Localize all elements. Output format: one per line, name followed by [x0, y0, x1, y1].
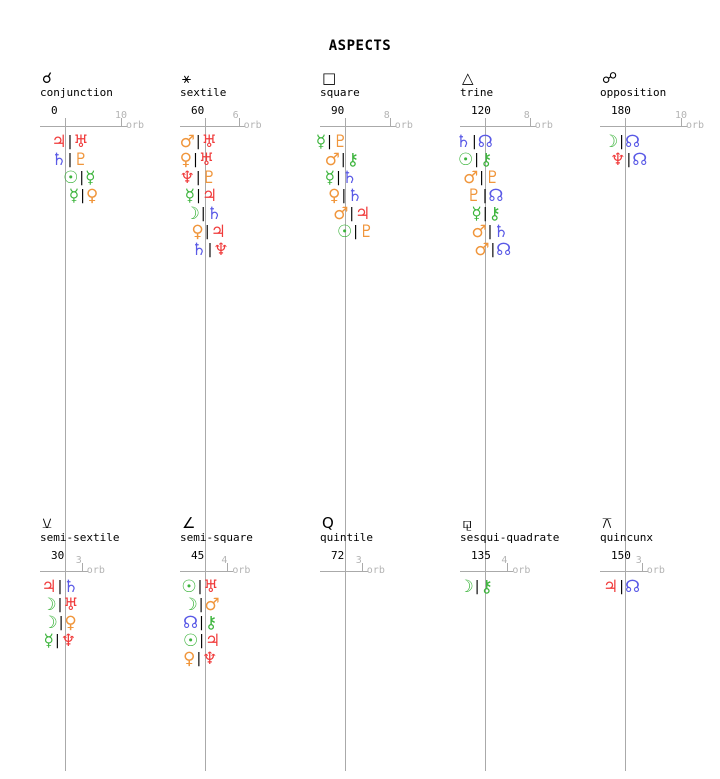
aspect-angle: 120	[471, 104, 491, 117]
orb-max-tick	[390, 118, 391, 126]
pair-separator: |	[619, 134, 624, 150]
pair-separator: |	[487, 224, 493, 240]
orb-max-value: 3	[635, 555, 642, 566]
jupiter-icon: ♃	[201, 186, 218, 206]
aspect-symbol-icon: ∠	[182, 514, 196, 532]
node-icon: ☊	[632, 150, 648, 170]
aspect-panel-trine	[455, 69, 590, 578]
pair-separator: |	[479, 170, 484, 186]
uranus-icon: ♅	[63, 595, 79, 615]
pluto-icon: ♇	[332, 132, 349, 152]
orb-max-tick	[507, 563, 508, 571]
sun-icon: ☉	[181, 577, 197, 597]
aspect-pair-saturn-neptune	[191, 240, 228, 260]
mercury-icon: ☿	[184, 186, 196, 206]
aspect-symbol-icon: ⚹	[182, 69, 192, 87]
orb-axis-horizontal	[460, 571, 513, 572]
orb-max-value: 3	[75, 555, 82, 566]
pluto-icon: ♇	[466, 186, 482, 206]
pair-separator: |	[54, 633, 60, 649]
orb-label: orb	[86, 565, 105, 576]
aspect-pair-sun-chiron	[458, 150, 492, 170]
chiron-icon: ⚷	[346, 150, 360, 170]
orb-label: orb	[394, 120, 413, 131]
aspect-name: opposition	[600, 86, 667, 99]
orb-max-tick	[362, 563, 363, 571]
aspect-symbol-icon: ⚼	[462, 514, 473, 532]
jupiter-icon: ♃	[355, 204, 371, 224]
aspect-angle: 90	[331, 104, 345, 117]
orb-label: orb	[232, 565, 251, 576]
mars-icon: ♂	[463, 168, 479, 188]
aspect-symbol-icon: □	[322, 69, 337, 87]
aspect-pair-mercury-pluto	[316, 132, 348, 152]
pair-separator: |	[482, 206, 488, 222]
aspect-panel-quincunx	[600, 515, 720, 779]
pair-separator: |	[195, 134, 201, 150]
aspect-pair-mars-node	[474, 240, 511, 260]
orb-max-value: 8	[523, 110, 530, 121]
venus-icon: ♀	[328, 186, 341, 206]
aspect-pair-venus-saturn	[328, 186, 362, 206]
aspect-name: square	[320, 86, 360, 99]
aspect-pair-moon-chiron	[459, 577, 493, 597]
node-icon: ☊	[624, 132, 641, 152]
node-icon: ☊	[624, 577, 641, 597]
mercury-icon: ☿	[85, 168, 96, 188]
pair-separator: |	[67, 134, 73, 150]
aspect-symbol-icon: ☌	[42, 69, 53, 87]
sun-icon: ☉	[337, 222, 353, 242]
orb-label: orb	[243, 120, 262, 131]
orb-axis-vertical	[345, 563, 346, 771]
aspect-angle: 72	[331, 549, 345, 562]
moon-icon: ☽	[182, 595, 198, 615]
pair-separator: |	[336, 170, 341, 186]
orb-max-value: 3	[355, 555, 362, 566]
pair-separator: |	[67, 152, 73, 168]
saturn-icon: ♄	[347, 186, 363, 206]
uranus-icon: ♅	[201, 132, 217, 152]
orb-axis-horizontal	[40, 571, 88, 572]
pair-separator: |	[619, 579, 624, 595]
pluto-icon: ♇	[484, 168, 501, 188]
moon-icon: ☽	[603, 132, 619, 152]
aspect-pair-sun-jupiter	[183, 631, 220, 651]
aspect-panel-sextile	[180, 70, 310, 578]
pair-separator: |	[482, 188, 488, 204]
pair-separator: |	[474, 152, 479, 168]
aspect-angle: 180	[611, 104, 631, 117]
aspect-pair-neptune-node	[610, 150, 647, 170]
aspect-pair-saturn-pluto	[51, 150, 88, 170]
saturn-icon: ♄	[63, 577, 79, 597]
node-icon: ☊	[488, 186, 504, 206]
mars-icon: ♂	[333, 204, 349, 224]
aspect-pair-moon-saturn	[185, 204, 222, 224]
orb-max-value: 8	[383, 110, 390, 121]
aspect-name: quincunx	[600, 531, 653, 544]
pair-separator: |	[474, 579, 480, 595]
orb-max-value: 10	[115, 110, 128, 121]
orb-axis-horizontal	[40, 126, 127, 127]
aspect-panel-semi-sextile	[40, 515, 170, 779]
aspect-panel-quintile	[320, 515, 450, 779]
pair-separator: |	[198, 597, 204, 613]
orb-axis-horizontal	[320, 571, 368, 572]
saturn-icon: ♄	[206, 204, 222, 224]
aspect-panel-sesqui-quadrate	[460, 515, 590, 779]
aspect-pair-mars-chiron	[325, 150, 359, 170]
aspect-panel-opposition	[600, 70, 720, 578]
venus-icon: ♀	[191, 222, 204, 242]
aspect-angle: 150	[611, 549, 631, 562]
orb-label: orb	[512, 565, 531, 576]
page-title: ASPECTS	[328, 38, 392, 54]
uranus-icon: ♅	[73, 132, 89, 152]
pair-separator: |	[199, 633, 204, 649]
orb-max-tick	[82, 563, 83, 571]
aspect-angle: 30	[51, 549, 65, 562]
chiron-icon: ⚷	[480, 577, 493, 597]
venus-icon: ♀	[85, 186, 99, 206]
chiron-icon: ⚷	[488, 204, 501, 224]
mercury-icon: ☿	[315, 132, 327, 152]
aspect-pair-moon-mars	[182, 595, 219, 615]
orb-axis-horizontal	[460, 126, 536, 127]
orb-max-tick	[530, 118, 531, 126]
aspect-pair-pluto-node	[466, 186, 503, 206]
node-icon: ☊	[496, 240, 512, 260]
orb-label: orb	[126, 120, 145, 131]
orb-axis-horizontal	[600, 571, 648, 572]
node-icon: ☊	[477, 132, 493, 152]
mars-icon: ♂	[474, 240, 490, 260]
saturn-icon: ♄	[51, 150, 67, 170]
aspect-pair-mercury-saturn	[325, 168, 357, 188]
pair-separator: |	[341, 188, 347, 204]
aspect-angle: 60	[191, 104, 205, 117]
pair-separator: |	[196, 651, 202, 667]
aspect-name: sextile	[180, 86, 227, 99]
aspect-angle: 135	[471, 549, 491, 562]
aspect-pair-mars-uranus	[180, 132, 217, 152]
pair-separator: |	[471, 134, 477, 150]
chiron-icon: ⚷	[479, 150, 493, 170]
pair-separator: |	[195, 170, 201, 186]
pair-separator: |	[58, 615, 64, 631]
orb-axis-vertical	[625, 118, 626, 570]
mars-icon: ♂	[204, 595, 220, 615]
node-icon: ☊	[183, 613, 199, 633]
saturn-icon: ♄	[455, 132, 471, 152]
aspect-symbol-icon: Q	[322, 514, 334, 532]
neptune-icon: ♆	[179, 168, 195, 188]
aspect-pair-sun-mercury	[63, 168, 95, 188]
aspect-name: quintile	[320, 531, 373, 544]
pair-separator: |	[199, 615, 204, 631]
pair-separator: |	[196, 188, 201, 204]
venus-icon: ♀	[64, 613, 77, 633]
orb-label: orb	[366, 565, 385, 576]
orb-max-value: 4	[501, 555, 508, 566]
aspect-pair-saturn-node	[456, 132, 493, 152]
mercury-icon: ☿	[68, 186, 80, 206]
orb-max-value: 10	[675, 110, 688, 121]
orb-label: orb	[646, 565, 665, 576]
pair-separator: |	[490, 242, 496, 258]
mercury-icon: ☿	[324, 168, 336, 188]
venus-icon: ♀	[183, 649, 196, 669]
pair-separator: |	[197, 579, 203, 595]
aspect-pair-mars-saturn	[471, 222, 508, 242]
mercury-icon: ☿	[43, 631, 54, 651]
neptune-icon: ♆	[610, 150, 626, 170]
aspect-pair-venus-jupiter	[191, 222, 225, 242]
saturn-icon: ♄	[341, 168, 358, 188]
aspect-name: semi-sextile	[40, 531, 120, 544]
aspect-pair-venus-uranus	[180, 150, 214, 170]
aspect-pair-mercury-neptune	[44, 631, 76, 651]
orb-axis-horizontal	[180, 126, 245, 127]
uranus-icon: ♅	[203, 577, 219, 597]
pair-separator: |	[193, 152, 198, 168]
pluto-icon: ♇	[201, 168, 217, 188]
mars-icon: ♂	[471, 222, 487, 242]
orb-max-tick	[239, 118, 240, 126]
neptune-icon: ♆	[202, 649, 218, 669]
orb-max-tick	[227, 563, 228, 571]
aspect-pair-mercury-chiron	[471, 204, 501, 224]
moon-icon: ☽	[42, 613, 58, 633]
sun-icon: ☉	[457, 150, 474, 170]
orb-axis-horizontal	[600, 126, 687, 127]
moon-icon: ☽	[184, 204, 200, 224]
orb-label: orb	[686, 120, 705, 131]
aspect-symbol-icon: △	[462, 69, 474, 87]
jupiter-icon: ♃	[41, 577, 57, 597]
mercury-icon: ☿	[471, 204, 482, 224]
pair-separator: |	[353, 224, 358, 240]
aspect-pair-jupiter-uranus	[51, 132, 88, 152]
jupiter-icon: ♃	[603, 577, 619, 597]
uranus-icon: ♅	[198, 150, 215, 170]
pluto-icon: ♇	[358, 222, 375, 242]
aspect-panel-semi-square	[180, 515, 310, 779]
aspect-pair-node-chiron	[183, 613, 217, 633]
aspect-pair-mercury-jupiter	[185, 186, 217, 206]
mars-icon: ♂	[324, 150, 340, 170]
orb-axis-horizontal	[320, 126, 396, 127]
pair-separator: |	[200, 206, 206, 222]
venus-icon: ♀	[179, 150, 193, 170]
aspect-pair-moon-node	[603, 132, 640, 152]
aspect-pair-mercury-venus	[69, 186, 99, 206]
orb-axis-horizontal	[180, 571, 233, 572]
mars-icon: ♂	[179, 132, 195, 152]
aspect-pair-mars-jupiter	[333, 204, 370, 224]
aspect-panel-conjunction	[40, 70, 170, 578]
aspect-name: sesqui-quadrate	[460, 531, 560, 544]
moon-icon: ☽	[41, 595, 57, 615]
aspect-pair-venus-neptune	[183, 649, 217, 669]
aspect-pair-jupiter-node	[603, 577, 640, 597]
aspect-pair-neptune-pluto	[180, 168, 217, 188]
pair-separator: |	[204, 224, 210, 240]
orb-max-value: 6	[232, 110, 239, 121]
aspect-pair-moon-uranus	[41, 595, 78, 615]
jupiter-icon: ♃	[204, 631, 221, 651]
sun-icon: ☉	[183, 631, 199, 651]
chiron-icon: ⚷	[204, 613, 218, 633]
aspect-pair-moon-venus	[42, 613, 76, 633]
saturn-icon: ♄	[493, 222, 509, 242]
pair-separator: |	[340, 152, 346, 168]
aspect-name: trine	[460, 86, 494, 99]
jupiter-icon: ♃	[51, 132, 67, 152]
pair-separator: |	[57, 597, 63, 613]
sun-icon: ☉	[63, 168, 79, 188]
moon-icon: ☽	[458, 577, 474, 597]
orb-label: orb	[534, 120, 553, 131]
pair-separator: |	[207, 242, 213, 258]
pair-separator: |	[626, 152, 632, 168]
aspect-angle: 0	[51, 104, 58, 117]
aspect-name: conjunction	[40, 86, 113, 99]
pair-separator: |	[80, 188, 85, 204]
aspect-symbol-icon: ☍	[602, 69, 618, 87]
orb-max-tick	[642, 563, 643, 571]
aspect-pair-sun-pluto	[337, 222, 374, 242]
pair-separator: |	[57, 579, 63, 595]
aspect-symbol-icon: ⚺	[42, 514, 52, 532]
aspect-angle: 45	[191, 549, 205, 562]
aspect-pair-jupiter-saturn	[41, 577, 78, 597]
aspect-panel-square	[315, 69, 450, 578]
neptune-icon: ♆	[213, 240, 229, 260]
pair-separator: |	[79, 170, 85, 186]
orb-max-value: 4	[221, 555, 228, 566]
neptune-icon: ♆	[60, 631, 76, 651]
pair-separator: |	[327, 134, 332, 150]
aspect-pair-mars-pluto	[463, 168, 500, 188]
aspect-symbol-icon: ⚻	[602, 514, 612, 532]
aspect-pair-sun-uranus	[181, 577, 218, 597]
jupiter-icon: ♃	[210, 222, 226, 242]
saturn-icon: ♄	[191, 240, 207, 260]
pluto-icon: ♇	[73, 150, 89, 170]
aspect-name: semi-square	[180, 531, 253, 544]
pair-separator: |	[349, 206, 355, 222]
